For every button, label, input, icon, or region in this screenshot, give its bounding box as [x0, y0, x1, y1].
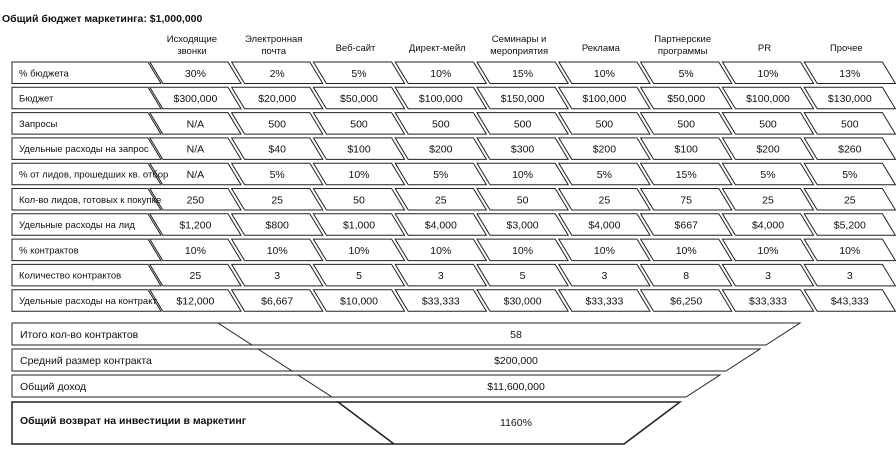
total-row-label: Общий возврат на инвестиции в маркетинг — [20, 415, 247, 427]
column-header-9: Прочее — [829, 43, 863, 54]
value-cell-text: 5% — [842, 168, 858, 181]
value-cell-text: $300 — [510, 143, 535, 156]
row-label: Удельные расходы на контракт — [19, 295, 157, 307]
row-label: Запросы — [19, 118, 58, 130]
value-cell-text: 2% — [269, 67, 285, 80]
column-header-3: Веб-сайт — [335, 43, 376, 54]
value-cell-text: 25 — [843, 194, 856, 207]
value-cell-text: $130,000 — [827, 93, 872, 106]
value-cell-text: 10% — [757, 67, 779, 80]
value-cell-text: 500 — [513, 118, 532, 131]
value-cell-text: 10% — [348, 244, 370, 257]
value-cell-text: 30% — [184, 67, 206, 80]
value-cell-text: $33,333 — [585, 295, 624, 308]
value-cell-text: $800 — [265, 219, 289, 232]
row-label: % бюджета — [19, 68, 69, 80]
value-cell-text: $100 — [674, 143, 698, 156]
value-cell-text: 10% — [593, 244, 615, 257]
value-cell-text: 3 — [765, 270, 771, 283]
value-cell-text: $260 — [838, 143, 862, 156]
total-value-cell — [218, 323, 800, 345]
value-cell-text: $4,000 — [588, 219, 621, 232]
column-header-2: почта — [261, 46, 287, 57]
value-cell-text: 25 — [271, 194, 284, 207]
column-header-7: программы — [657, 46, 708, 57]
value-cell-text: $1,200 — [179, 219, 212, 232]
value-cell-text: $12,000 — [176, 295, 215, 308]
value-cell-text: $50,000 — [667, 93, 706, 106]
value-cell-text: 3 — [846, 270, 853, 283]
column-header-2: Электронная — [244, 34, 303, 45]
column-header-1: Исходящие — [166, 34, 218, 45]
value-cell-text: 500 — [841, 118, 859, 131]
value-cell-text: 5% — [596, 168, 612, 181]
value-cell-text: $6,667 — [261, 295, 294, 308]
value-cell-text: 5% — [678, 67, 694, 80]
value-cell-text: 8 — [683, 270, 690, 283]
value-cell-text: 5 — [519, 270, 526, 283]
value-cell-text: 500 — [268, 118, 286, 131]
value-cell-text: 500 — [677, 118, 695, 131]
value-cell-text: 5% — [760, 168, 776, 181]
value-cell-text: 5% — [433, 168, 449, 181]
value-cell-text: $5,200 — [833, 219, 866, 232]
value-cell-text: $50,000 — [340, 93, 378, 106]
value-cell-text: 10% — [675, 244, 697, 257]
value-cell-text: 10% — [512, 168, 534, 181]
row-label: % от лидов, прошедших кв. отбор — [19, 169, 169, 181]
value-cell-text: 10% — [430, 67, 452, 80]
value-cell-text: 3 — [274, 270, 281, 283]
row-label: % контрактов — [19, 245, 79, 257]
value-cell-text: 5% — [351, 67, 367, 80]
value-cell-text: 3 — [601, 270, 608, 283]
total-row-value: 58 — [510, 329, 522, 341]
value-cell-text: N/A — [186, 168, 205, 181]
value-cell-text: 15% — [675, 168, 697, 181]
value-cell-text: 500 — [350, 118, 368, 131]
value-cell-text: 500 — [432, 118, 450, 131]
value-cell-text: 3 — [437, 270, 444, 283]
total-row-value: $200,000 — [494, 355, 538, 367]
value-cell-text: 75 — [680, 194, 693, 207]
value-cell-text: $33,333 — [421, 295, 460, 308]
total-row-label: Общий доход — [20, 381, 87, 393]
value-cell-text: $200 — [429, 143, 453, 156]
value-cell-text: $150,000 — [500, 93, 545, 106]
row-label: Удельные расходы на запрос — [19, 144, 149, 156]
column-header-5: Семинары и — [491, 34, 547, 45]
total-row-label: Средний размер контракта — [20, 355, 152, 367]
value-cell-text: 10% — [512, 244, 534, 257]
value-cell-text: 10% — [430, 244, 452, 257]
column-header-7: Партнерские — [654, 34, 712, 45]
value-cell-text: $100 — [347, 143, 371, 156]
total-row-value: $11,600,000 — [487, 381, 545, 393]
value-cell-text: 25 — [434, 194, 447, 207]
total-row-value: 1160% — [500, 417, 532, 429]
value-cell-text: $6,250 — [670, 295, 703, 308]
value-cell-text: $200 — [592, 143, 617, 156]
value-cell-text: 10% — [593, 67, 615, 80]
value-cell-text: $4,000 — [424, 219, 457, 232]
column-header-8: PR — [757, 43, 772, 54]
value-cell-text: 500 — [595, 118, 614, 131]
value-cell-text: $33,333 — [749, 295, 787, 308]
value-cell-text: 250 — [186, 194, 205, 207]
value-cell-text: 10% — [348, 168, 370, 181]
value-cell-text: 10% — [266, 244, 288, 257]
value-cell-text: $300,000 — [173, 93, 218, 106]
value-cell-text: $43,333 — [830, 295, 869, 308]
value-cell-text: 5 — [356, 270, 362, 283]
value-cell-text: $10,000 — [340, 295, 378, 308]
value-cell-text: 25 — [762, 194, 774, 207]
value-cell-text: 5% — [269, 168, 285, 181]
value-cell-text: $1,000 — [342, 219, 376, 232]
row-label: Удельные расходы на лид — [19, 220, 135, 232]
value-cell-text: $100,000 — [582, 93, 627, 106]
value-cell-text: 10% — [839, 244, 861, 257]
value-cell-text: 10% — [184, 244, 206, 257]
value-cell-text: 13% — [839, 67, 861, 80]
column-header-4: Директ-мейл — [408, 43, 466, 54]
column-header-6: Реклама — [581, 43, 620, 54]
value-cell-text: $200 — [756, 143, 780, 156]
value-cell-text: $4,000 — [751, 219, 785, 232]
value-cell-text: $30,000 — [503, 295, 542, 308]
value-cell-text: 15% — [512, 67, 534, 80]
value-cell-text: 25 — [598, 194, 611, 207]
column-header-5: мероприятия — [490, 46, 549, 57]
value-cell-text: 25 — [189, 270, 202, 283]
row-label: Количество контрактов — [19, 270, 122, 282]
value-cell-text: $40 — [268, 143, 286, 156]
value-cell-text: $100,000 — [418, 93, 463, 106]
value-cell-text: $667 — [674, 219, 698, 232]
row-label: Кол-во лидов, готовых к покупке — [19, 194, 162, 206]
value-cell-text: $3,000 — [506, 219, 539, 232]
row-label: Бюджет — [19, 93, 54, 105]
value-cell-text: 10% — [757, 244, 779, 257]
column-header-1: звонки — [177, 46, 207, 57]
value-cell-text: $20,000 — [258, 93, 297, 106]
value-cell-text: N/A — [186, 118, 205, 131]
value-cell-text: $100,000 — [746, 93, 790, 106]
page-title: Общий бюджет маркетинга: $1,000,000 — [2, 13, 203, 25]
value-cell-text: 50 — [516, 194, 529, 207]
value-cell-text: 50 — [353, 194, 365, 207]
total-row-label: Итого кол-во контрактов — [20, 329, 139, 341]
value-cell-text: 500 — [759, 118, 777, 131]
value-cell-text: N/A — [186, 143, 205, 156]
